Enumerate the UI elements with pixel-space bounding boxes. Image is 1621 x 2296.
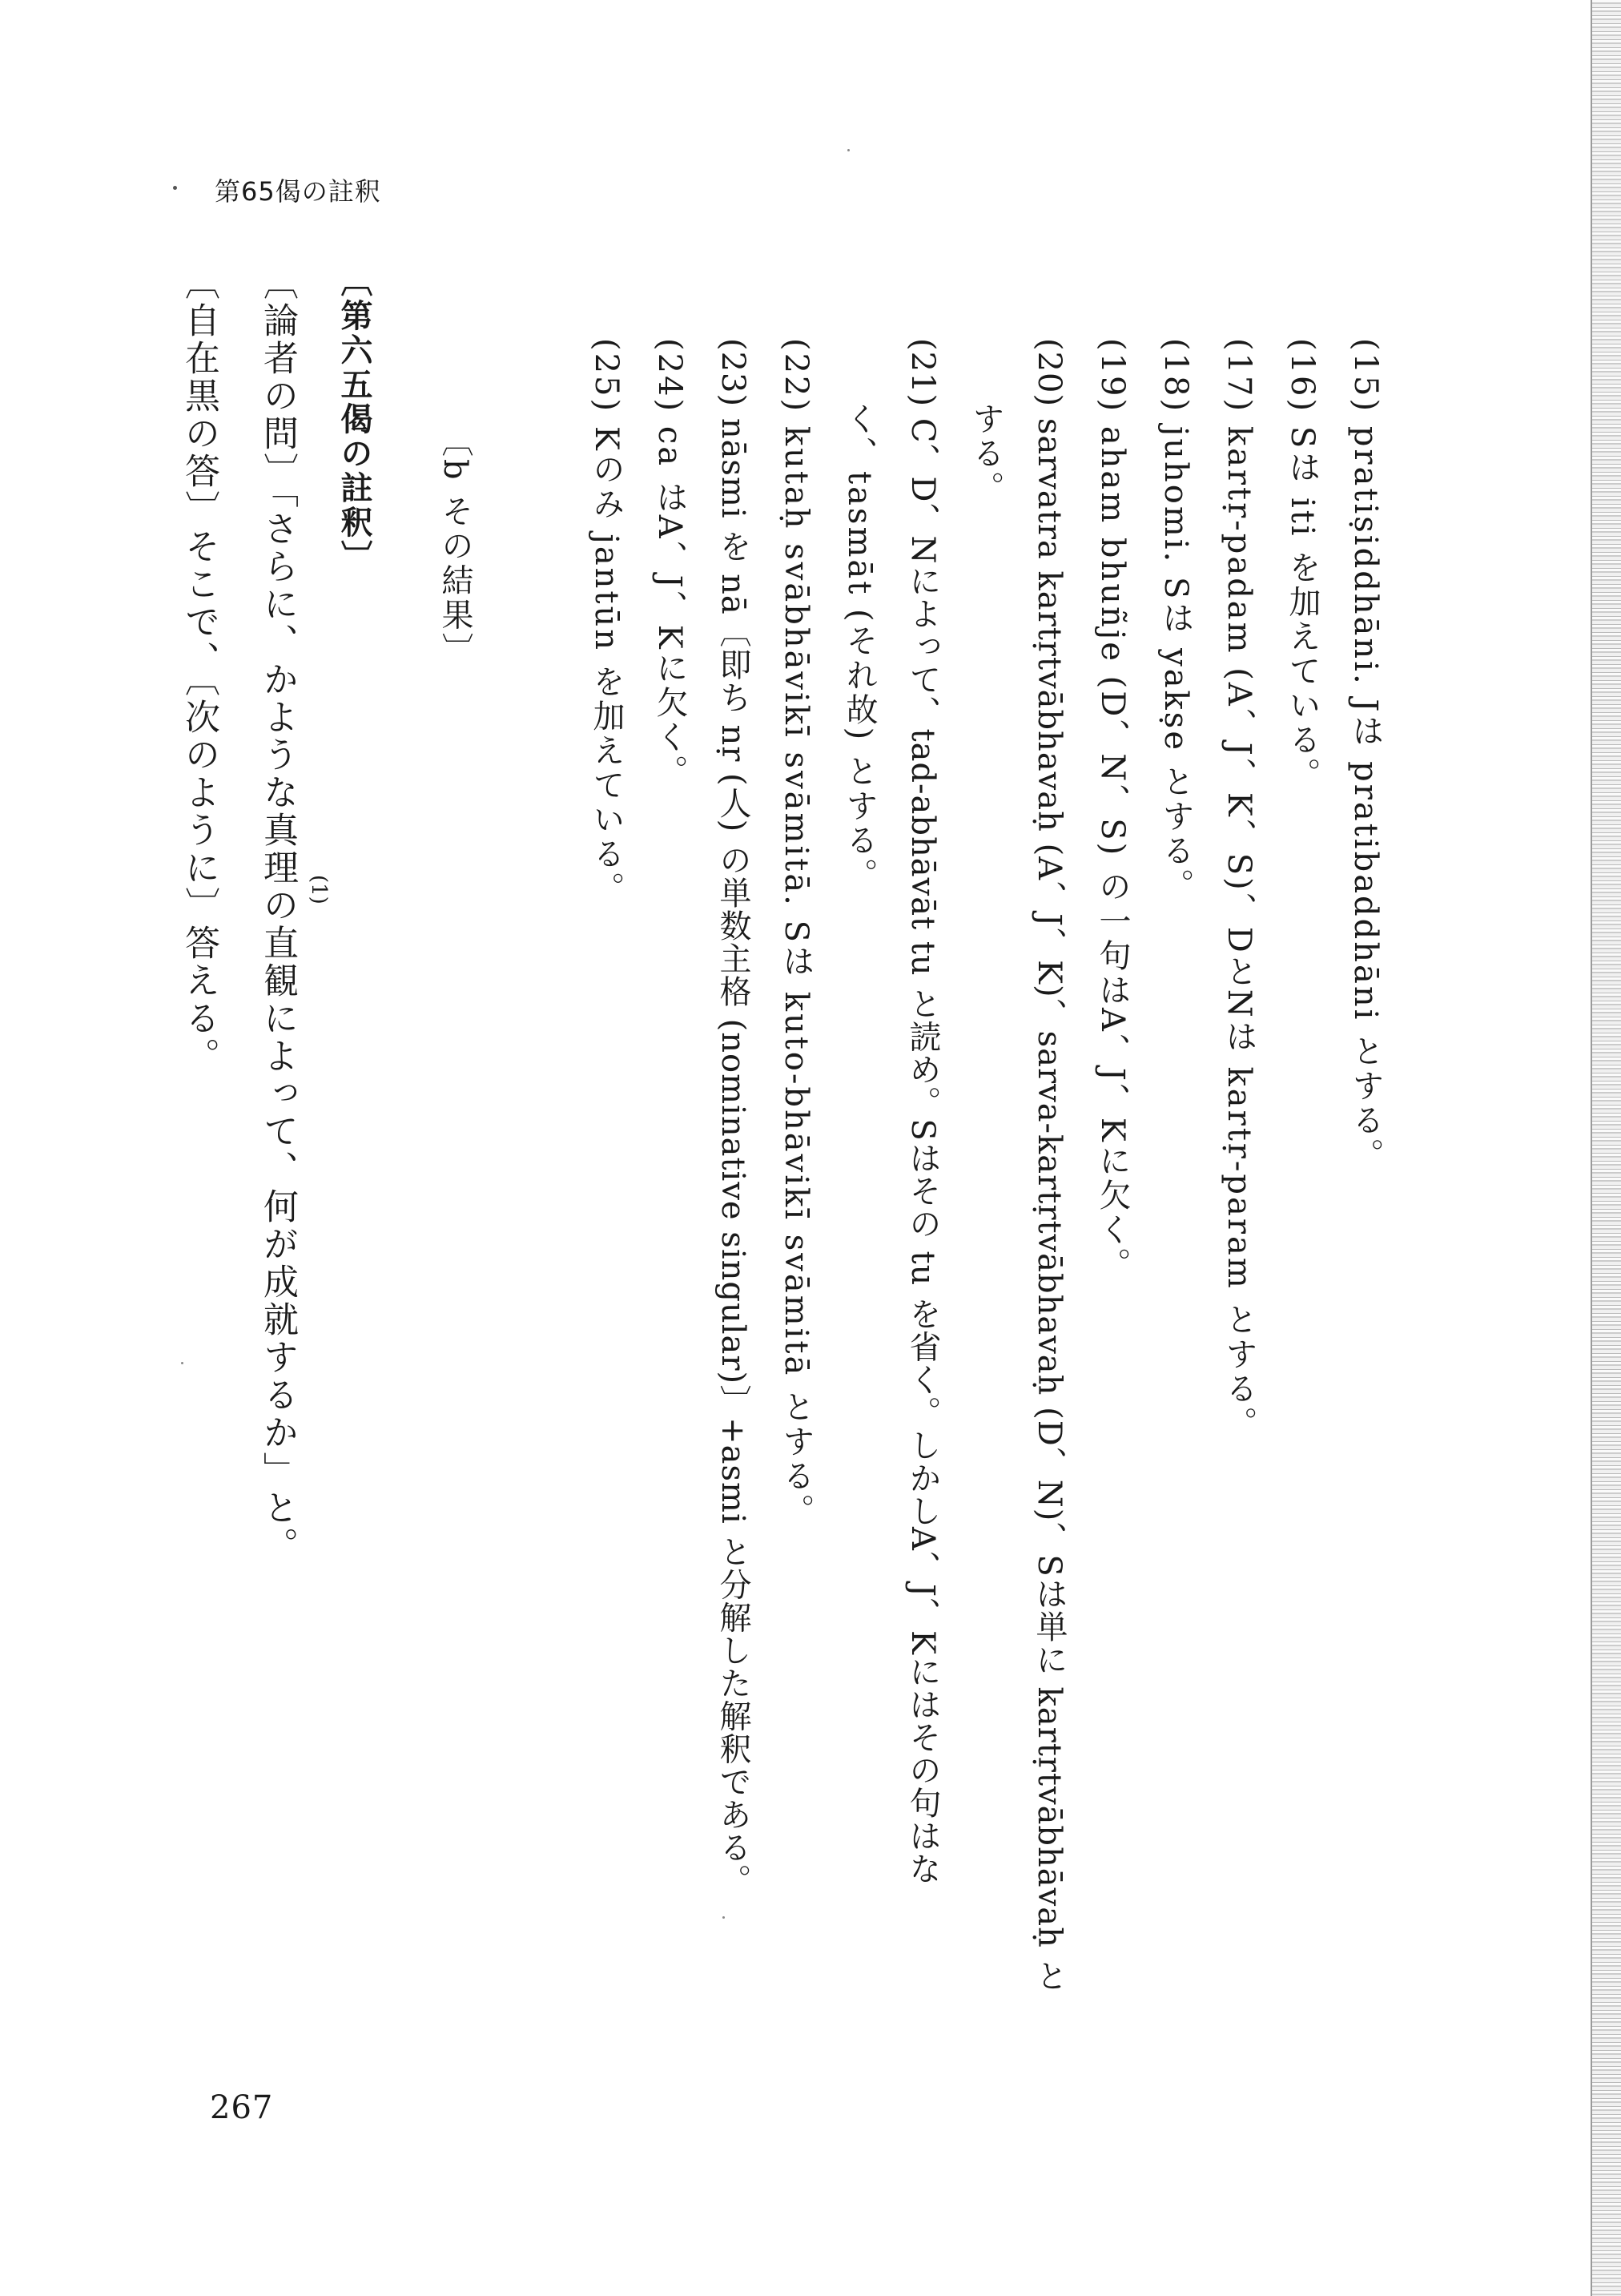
scan-speck [722,1916,725,1919]
body-line-question: 〔論者の問〕「さらに、かような真理の直観によって、何が成就するか」と。 [257,264,298,1565]
note-line-20-cont: する。 [967,402,1004,506]
body-line-answer: 〔自在黒の答〕そこで、〔次のように〕答える。 [179,264,219,1075]
note-line-18: (18) juhomi. Sは yakṣe とする。 [1157,338,1194,903]
note-line-19: (19) aham bhuñje (D、N、S) の一句はA、J、Kに欠く。 [1094,338,1131,1282]
note-line-16: (16) Sは iti を加えている。 [1284,338,1321,792]
footnote-marker: (1) [307,875,331,904]
note-line-22: (22) kutaḥ svābhāvikī svāmitā. Sは kuto-bhāvikī svāmitā とする。 [778,338,815,1529]
section-heading: 〔第六五偈の註釈〕 [336,264,372,574]
scan-speck [181,1362,183,1364]
scan-speck [847,149,850,151]
note-line-21-cont: く、tasmāt (それ故) とする。 [841,402,878,892]
running-header: 第65偈の註釈 [215,176,381,207]
note-line-20: (20) sarvatra kartṛtvābhavaḥ (A、J、K)、sarva-kartṛtvābhavaḥ (D、N)、Sは単に kartṛtvābhāvaḥ と [1031,338,1068,1992]
binding-edge [1591,0,1621,2296]
note-line-25: (25) Kのみ jantūn を加えている。 [588,338,625,906]
note-line-21: (21) C、D、Nによって、tad-abhāvāt tu と読め。Sはその tu を省く。しかしA、J、Kにはその句はな [904,338,941,1885]
note-line-15: (15) pratiṣiddhāni. Jは pratibaddhāni とする。 [1347,338,1384,1173]
subsection-heading: 〔b その結果〕 [436,425,473,667]
note-line-23: (23) nāsmi を nā〔即ち nṛ (人) の単数主格 (nominative singular)〕+asmi と分解した解釈である。 [714,338,751,1897]
header-dot-mark [173,186,177,190]
page-number: 267 [210,2089,274,2126]
note-line-24: (24) ca はA、J、Kに欠く。 [651,338,688,789]
note-line-17: (17) kartṛ-padam (A、J、K、S)、DとNは kartṛ-param とする。 [1221,338,1257,1441]
